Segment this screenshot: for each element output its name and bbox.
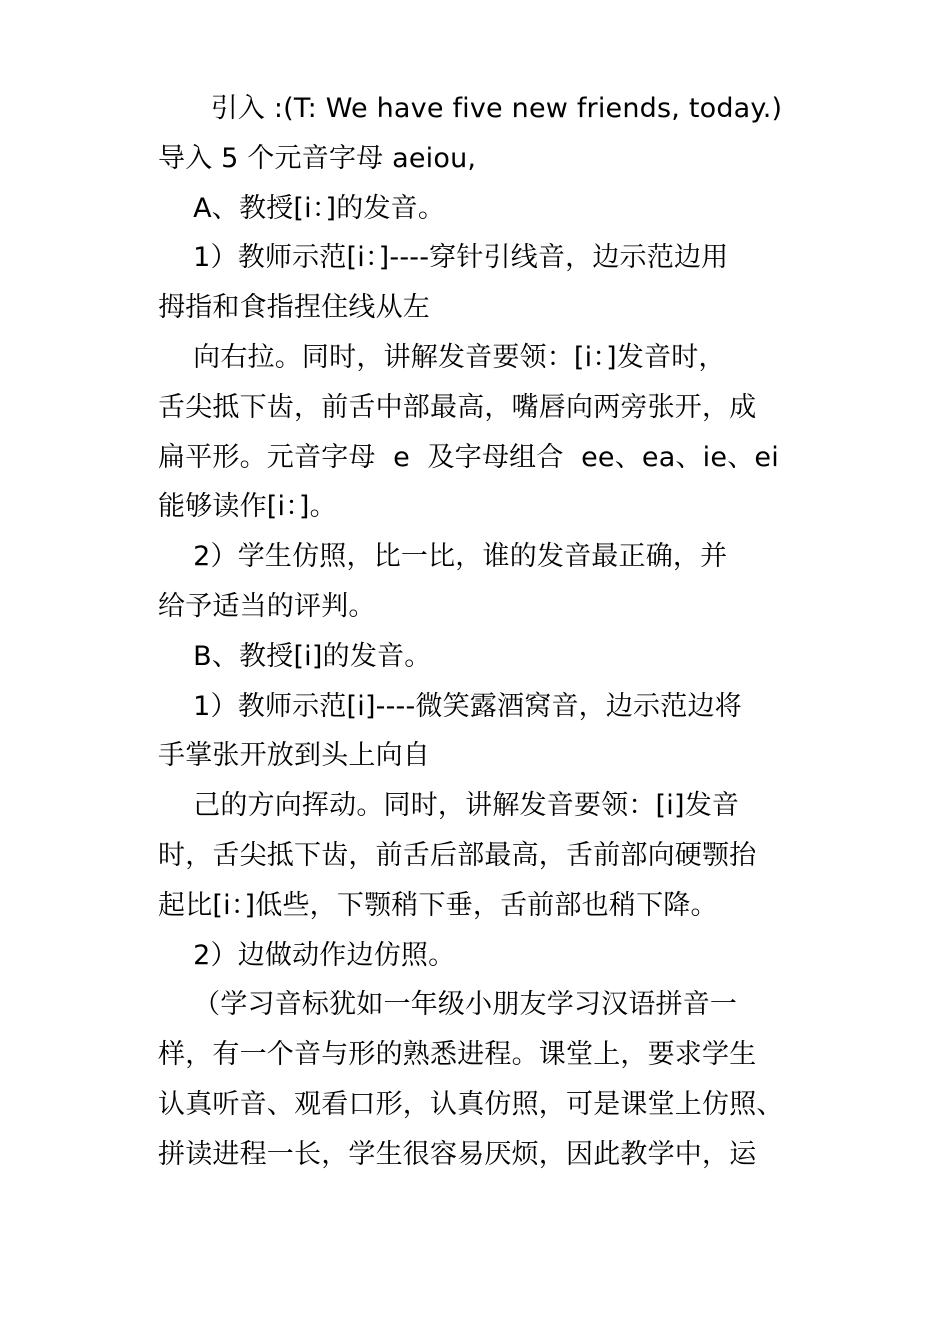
text-line: 拇指和食指捏住线从左 [158,292,430,324]
text-line: A、教授[i：]的发音。 [158,192,446,224]
text-line: 1）教师示范[i：]----穿针引线音，边示范边用 [158,242,729,274]
text-line: 1）教师示范[i]----微笑露酒窝音，边示范边将 [158,690,742,722]
text-line: 引入 :(T: We have five new friends, today.) [158,93,783,124]
text-line: 舌尖抵下齿，前舌中部最高，嘴唇向两旁张开，成 [158,391,757,423]
text-line: 导入 5 个元音字母 aeiou, [158,142,477,174]
text-line: 样，有一个音与形的熟悉进程。课堂上，要求学生 [158,1039,757,1071]
text-line: 认真听音、观看口形，认真仿照，可是课堂上仿照、 [158,1088,784,1120]
text-line: 2）边做动作边仿照。 [158,939,456,971]
text-line: 手掌张开放到头上向自 [158,740,430,772]
text-line: 扁平形。元音字母 e 及字母组合 ee、ea、ie、ei [158,441,779,473]
text-line: 拼读进程一长，学生很容易厌烦，因此教学中，运 [158,1138,757,1170]
text-line: 己的方向挥动。同时，讲解发音要领：[i]发音 [158,790,740,822]
text-line: 2）学生仿照，比一比，谁的发音最正确，并 [158,541,728,573]
text-line: 时，舌尖抵下齿，前舌后部最高，舌前部向硬颚抬 [158,839,757,871]
text-line: B、教授[i]的发音。 [158,640,432,672]
text-line: 起比[i：]低些，下颚稍下垂，舌前部也稍下降。 [158,889,718,921]
text-line: 向右拉。同时，讲解发音要领：[i：]发音时， [158,341,726,373]
document-body [158,84,798,1180]
text-line: （学习音标犹如一年级小朋友学习汉语拼音一 [158,989,738,1021]
text-line: 给予适当的评判。 [158,590,376,622]
text-line: 能够读作[i：]。 [158,491,337,523]
